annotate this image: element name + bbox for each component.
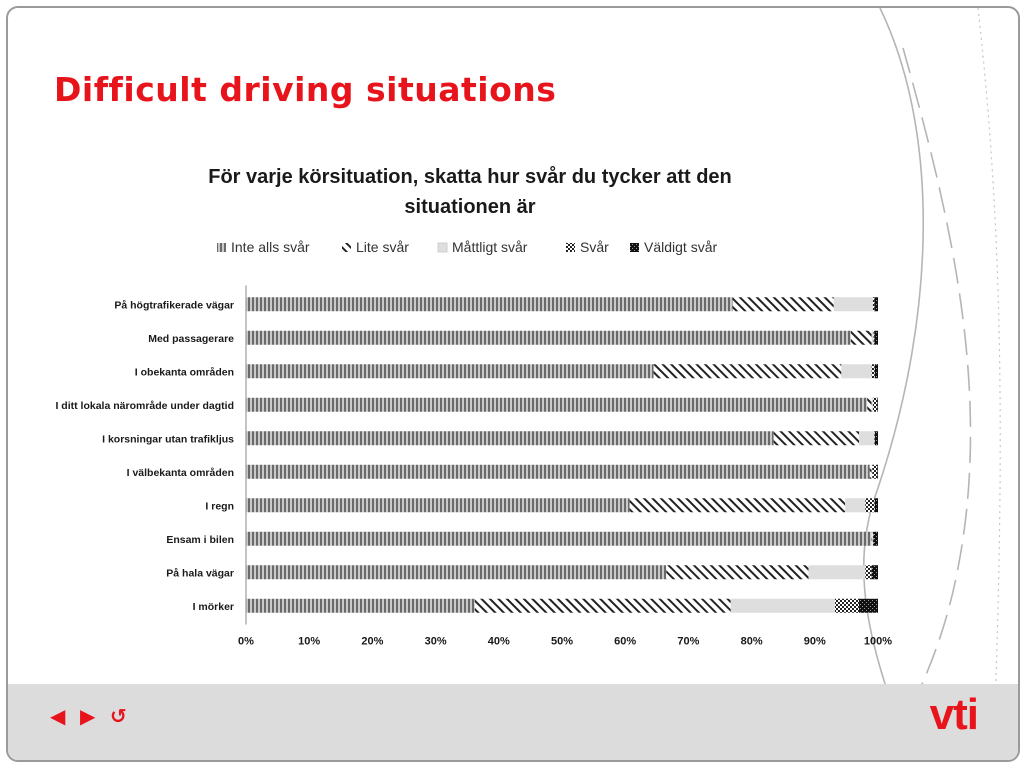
bar-segment xyxy=(731,599,835,613)
category-label: I obekanta områden xyxy=(134,366,234,379)
bar-segment xyxy=(872,398,873,412)
bar-segment xyxy=(873,297,874,311)
bar-segment xyxy=(872,465,877,479)
bar-segment xyxy=(835,599,859,613)
bars xyxy=(246,297,878,613)
x-tick-label: 30% xyxy=(424,635,447,648)
bar-segment xyxy=(666,565,808,579)
bar-segment xyxy=(845,498,865,512)
category-label: Ensam i bilen xyxy=(166,533,234,546)
bar-segment xyxy=(246,565,666,579)
slide-title: Difficult driving situations xyxy=(54,70,557,109)
bar-segment xyxy=(872,331,874,345)
category-label: På hala vägar xyxy=(166,567,234,580)
bar-segment xyxy=(874,431,875,445)
x-tick-label: 50% xyxy=(550,635,574,648)
legend-label: Väldigt svår xyxy=(644,239,718,255)
legend-label: Svår xyxy=(580,239,609,255)
category-label: I regn xyxy=(205,500,234,513)
chart-legend xyxy=(217,239,717,255)
bar-segment xyxy=(872,465,873,479)
category-labels xyxy=(55,299,234,613)
bar-segment xyxy=(859,431,874,445)
bar-segment xyxy=(859,599,878,613)
x-tick-label: 40% xyxy=(487,635,510,648)
bar-segment xyxy=(834,297,873,311)
bar-segment xyxy=(246,532,872,546)
previous-slide-icon[interactable]: ◀ xyxy=(50,704,66,728)
bar-segment xyxy=(865,565,871,579)
bar-segment xyxy=(630,498,846,512)
bar-segment xyxy=(874,331,878,345)
bar-segment xyxy=(875,498,878,512)
bar-segment xyxy=(246,465,870,479)
category-label: Med passagerare xyxy=(148,332,234,345)
bar-segment xyxy=(246,297,733,311)
category-label: I korsningar utan trafikljus xyxy=(102,433,234,446)
bar-segment xyxy=(870,465,872,479)
bar-segment xyxy=(774,431,859,445)
bar-segment xyxy=(841,364,871,378)
bar-segment xyxy=(874,532,878,546)
legend-label: Inte alls svår xyxy=(231,239,310,255)
bar-segment xyxy=(654,364,842,378)
category-label: På högtrafikerade vägar xyxy=(114,299,234,312)
bar-segment xyxy=(865,498,874,512)
bar-segment xyxy=(875,431,878,445)
bar-segment xyxy=(875,364,878,378)
bar-segment xyxy=(877,465,878,479)
bar-segment xyxy=(872,565,878,579)
legend-swatch xyxy=(217,243,226,252)
category-label: I ditt lokala närområde under dagtid xyxy=(55,399,234,412)
chart-title-line-2: situationen är xyxy=(404,196,536,218)
x-tick-label: 100% xyxy=(863,635,893,648)
bar-segment xyxy=(877,398,878,412)
bar-segment xyxy=(246,364,654,378)
bar-segment xyxy=(874,297,878,311)
bar-segment xyxy=(867,398,871,412)
bar-segment xyxy=(872,532,873,546)
vti-logo: vti xyxy=(929,690,978,739)
category-label: I mörker xyxy=(192,600,234,613)
bar-segment xyxy=(246,398,867,412)
x-tick-label: 60% xyxy=(614,635,637,648)
legend-label: Lite svår xyxy=(356,239,409,255)
x-tick-label: 70% xyxy=(677,635,700,648)
bar-segment xyxy=(808,565,865,579)
bar-segment xyxy=(872,364,875,378)
bar-segment xyxy=(475,599,731,613)
bar-segment xyxy=(872,532,873,546)
bar-segment xyxy=(246,498,630,512)
category-label: I välbekanta områden xyxy=(126,466,234,479)
legend-swatch xyxy=(630,243,639,252)
x-tick-label: 20% xyxy=(361,635,384,648)
bar-segment xyxy=(873,532,874,546)
legend-label: Måttligt svår xyxy=(452,239,528,255)
bar-segment xyxy=(246,431,774,445)
bar-segment xyxy=(246,331,851,345)
bar-segment xyxy=(873,398,877,412)
legend-swatch xyxy=(566,243,575,252)
legend-swatch xyxy=(342,243,351,252)
bar-segment xyxy=(851,331,872,345)
x-tick-label: 90% xyxy=(803,635,826,648)
x-tick-label: 80% xyxy=(740,635,763,648)
next-slide-icon[interactable]: ▶ xyxy=(80,704,96,728)
x-tick-label: 10% xyxy=(298,635,321,648)
bar-segment xyxy=(874,331,875,345)
return-icon[interactable]: ↺ xyxy=(110,704,127,728)
x-tick-label: 0% xyxy=(238,635,254,648)
chart-title-line-1: För varje körsituation, skatta hur svår du tycker att den xyxy=(208,166,732,188)
bar-segment xyxy=(733,297,834,311)
legend-swatch xyxy=(438,243,447,252)
bar-segment xyxy=(246,599,475,613)
